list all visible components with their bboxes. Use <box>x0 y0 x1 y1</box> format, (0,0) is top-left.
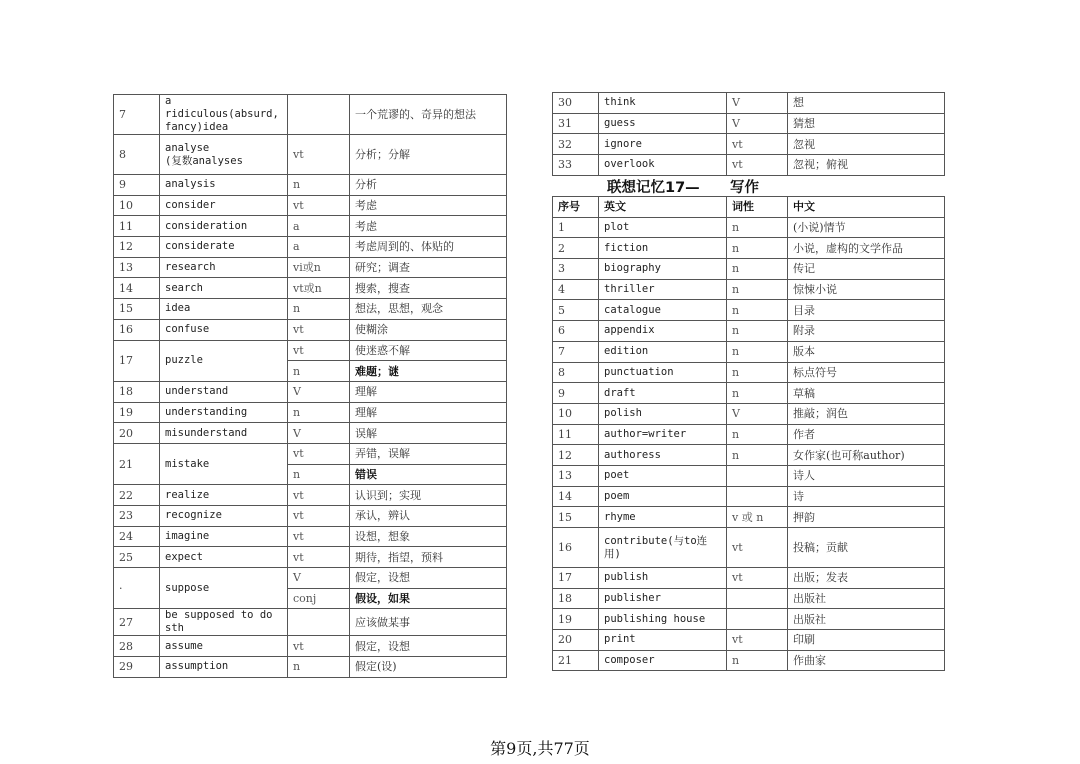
table-row <box>114 547 507 568</box>
table-row <box>553 465 945 486</box>
chinese-meaning: 草稿 <box>788 383 945 404</box>
row-number: 25 <box>114 547 160 568</box>
part-of-speech: V <box>727 113 788 134</box>
chinese-meaning: (小说)情节 <box>788 217 945 238</box>
english-word: author=writer <box>599 424 727 445</box>
chinese-meaning: 假定，设想 <box>350 636 507 657</box>
row-number: 12 <box>553 445 599 466</box>
chinese-meaning: 认识到；实现 <box>350 485 507 506</box>
table-row <box>553 217 945 238</box>
english-word: idea <box>160 299 288 320</box>
row-number: 3 <box>553 259 599 280</box>
table-row <box>553 568 945 589</box>
row-number: 9 <box>114 175 160 196</box>
table-row <box>114 299 507 320</box>
table-row <box>114 340 507 361</box>
header-zh: 中文 <box>788 197 945 218</box>
row-number: 22 <box>114 485 160 506</box>
chinese-meaning: 印刷 <box>788 630 945 651</box>
section-title: 联想记忆17— 写作 <box>607 180 759 196</box>
part-of-speech <box>727 588 788 609</box>
english-word: publishing house <box>599 609 727 630</box>
table-row <box>114 95 507 135</box>
row-number: 16 <box>114 319 160 340</box>
part-of-speech: vt <box>288 319 350 340</box>
english-word: imagine <box>160 526 288 547</box>
table-row <box>553 445 945 466</box>
chinese-meaning: 出版社 <box>788 609 945 630</box>
part-of-speech: vt或n <box>288 278 350 299</box>
chinese-meaning: 考虑 <box>350 195 507 216</box>
part-of-speech: n <box>288 361 350 382</box>
part-of-speech: n <box>727 341 788 362</box>
english-word: misunderstand <box>160 423 288 444</box>
english-word: polish <box>599 403 727 424</box>
row-number: 2 <box>553 238 599 259</box>
row-number: 27 <box>114 609 160 636</box>
table-row <box>553 588 945 609</box>
english-word: edition <box>599 341 727 362</box>
table-row <box>114 657 507 678</box>
english-word: publisher <box>599 588 727 609</box>
english-word: punctuation <box>599 362 727 383</box>
chinese-meaning: 误解 <box>350 423 507 444</box>
english-word: search <box>160 278 288 299</box>
part-of-speech: vi或n <box>288 257 350 278</box>
chinese-meaning: 目录 <box>788 300 945 321</box>
row-number: 7 <box>553 341 599 362</box>
table-row <box>114 195 507 216</box>
chinese-meaning: 作曲家 <box>788 650 945 671</box>
table-row <box>553 609 945 630</box>
english-word: mistake <box>160 443 288 484</box>
right-top-vocab-table <box>552 92 945 176</box>
chinese-meaning: 忽视 <box>788 134 945 155</box>
english-word: catalogue <box>599 300 727 321</box>
row-number: 12 <box>114 237 160 258</box>
row-number: 15 <box>114 299 160 320</box>
part-of-speech: vt <box>288 443 350 464</box>
row-number: 10 <box>114 195 160 216</box>
row-number: 14 <box>114 278 160 299</box>
part-of-speech: n <box>727 321 788 342</box>
chinese-meaning: 诗人 <box>788 465 945 486</box>
chinese-meaning: 诗 <box>788 486 945 507</box>
table-row <box>553 259 945 280</box>
row-number: 18 <box>114 381 160 402</box>
part-of-speech: a <box>288 216 350 237</box>
row-number: · <box>114 568 160 609</box>
table-row <box>553 321 945 342</box>
part-of-speech: n <box>288 657 350 678</box>
part-of-speech: n <box>727 279 788 300</box>
chinese-meaning: 作者 <box>788 424 945 445</box>
table-row <box>553 362 945 383</box>
table-row <box>553 238 945 259</box>
chinese-meaning: 小说，虚构的文学作品 <box>788 238 945 259</box>
row-number: 31 <box>553 113 599 134</box>
english-word: draft <box>599 383 727 404</box>
part-of-speech: V <box>727 93 788 114</box>
chinese-meaning: 研究；调查 <box>350 257 507 278</box>
chinese-meaning: 理解 <box>350 381 507 402</box>
row-number: 6 <box>553 321 599 342</box>
english-word: puzzle <box>160 340 288 381</box>
part-of-speech: vt <box>727 630 788 651</box>
row-number: 18 <box>553 588 599 609</box>
row-number: 10 <box>553 403 599 424</box>
chinese-meaning: 分析；分解 <box>350 135 507 175</box>
part-of-speech: v 或 n <box>727 507 788 528</box>
chinese-meaning: 使迷惑不解 <box>350 340 507 361</box>
row-number: 8 <box>114 135 160 175</box>
header-pos: 词性 <box>727 197 788 218</box>
chinese-meaning: 假设，如果 <box>350 588 507 609</box>
part-of-speech: n <box>288 402 350 423</box>
english-word: suppose <box>160 568 288 609</box>
chinese-meaning: 推敲；润色 <box>788 403 945 424</box>
english-word: research <box>160 257 288 278</box>
row-number: 9 <box>553 383 599 404</box>
chinese-meaning: 女作家(也可称author) <box>788 445 945 466</box>
chinese-meaning: 期待，指望，预料 <box>350 547 507 568</box>
part-of-speech: vt <box>288 636 350 657</box>
english-word: rhyme <box>599 507 727 528</box>
table-row <box>114 485 507 506</box>
row-number: 28 <box>114 636 160 657</box>
table-row <box>114 237 507 258</box>
table-row <box>553 630 945 651</box>
chinese-meaning: 一个荒谬的、奇异的想法 <box>350 95 507 135</box>
row-number: 16 <box>553 528 599 568</box>
english-word: composer <box>599 650 727 671</box>
english-word: be supposed to do sth <box>160 609 288 636</box>
english-word: understand <box>160 381 288 402</box>
table-row <box>553 486 945 507</box>
part-of-speech: V <box>288 381 350 402</box>
writing-vocab-table <box>552 196 945 671</box>
english-word: assumption <box>160 657 288 678</box>
english-word: recognize <box>160 506 288 527</box>
table-row <box>114 402 507 423</box>
part-of-speech: n <box>288 299 350 320</box>
english-word: realize <box>160 485 288 506</box>
part-of-speech: vt <box>727 568 788 589</box>
table-row <box>114 609 507 636</box>
part-of-speech: n <box>288 464 350 485</box>
english-word: understanding <box>160 402 288 423</box>
table-row <box>114 506 507 527</box>
english-word: poem <box>599 486 727 507</box>
table-row <box>553 650 945 671</box>
part-of-speech: vt <box>727 528 788 568</box>
chinese-meaning: 猜想 <box>788 113 945 134</box>
part-of-speech: n <box>727 238 788 259</box>
table-row <box>114 216 507 237</box>
table-row <box>553 300 945 321</box>
row-number: 13 <box>553 465 599 486</box>
chinese-meaning: 错误 <box>350 464 507 485</box>
part-of-speech: n <box>727 383 788 404</box>
part-of-speech: n <box>727 362 788 383</box>
english-word: analyse (复数analyses <box>160 135 288 175</box>
row-number: 33 <box>553 155 599 176</box>
table-row <box>553 528 945 568</box>
english-word: publish <box>599 568 727 589</box>
table-row <box>114 135 507 175</box>
english-word: poet <box>599 465 727 486</box>
table-row <box>114 381 507 402</box>
header-en: 英文 <box>599 197 727 218</box>
row-number: 17 <box>114 340 160 381</box>
part-of-speech: n <box>727 445 788 466</box>
table-row <box>114 257 507 278</box>
table-row <box>114 319 507 340</box>
row-number: 21 <box>553 650 599 671</box>
part-of-speech: n <box>727 650 788 671</box>
chinese-meaning: 考虑 <box>350 216 507 237</box>
english-word: think <box>599 93 727 114</box>
part-of-speech <box>288 609 350 636</box>
english-word: fiction <box>599 238 727 259</box>
table-row <box>553 424 945 445</box>
part-of-speech: vt <box>288 195 350 216</box>
row-number: 7 <box>114 95 160 135</box>
part-of-speech <box>288 95 350 135</box>
english-word: plot <box>599 217 727 238</box>
part-of-speech: vt <box>288 340 350 361</box>
english-word: guess <box>599 113 727 134</box>
english-word: consider <box>160 195 288 216</box>
table-row <box>553 93 945 114</box>
part-of-speech: vt <box>288 485 350 506</box>
chinese-meaning: 惊悚小说 <box>788 279 945 300</box>
part-of-speech <box>727 609 788 630</box>
part-of-speech <box>727 486 788 507</box>
chinese-meaning: 版本 <box>788 341 945 362</box>
table-row <box>553 383 945 404</box>
english-word: considerate <box>160 237 288 258</box>
english-word: analysis <box>160 175 288 196</box>
row-number: 20 <box>114 423 160 444</box>
row-number: 29 <box>114 657 160 678</box>
chinese-meaning: 难题；谜 <box>350 361 507 382</box>
english-word: contribute(与to连用) <box>599 528 727 568</box>
chinese-meaning: 应该做某事 <box>350 609 507 636</box>
row-number: 20 <box>553 630 599 651</box>
row-number: 14 <box>553 486 599 507</box>
table-row <box>553 155 945 176</box>
english-word: appendix <box>599 321 727 342</box>
part-of-speech: vt <box>288 135 350 175</box>
row-number: 4 <box>553 279 599 300</box>
chinese-meaning: 出版社 <box>788 588 945 609</box>
english-word: ignore <box>599 134 727 155</box>
part-of-speech: V <box>288 423 350 444</box>
chinese-meaning: 搜索，搜查 <box>350 278 507 299</box>
table-row <box>553 403 945 424</box>
table-row <box>114 526 507 547</box>
part-of-speech: n <box>288 175 350 196</box>
chinese-meaning: 理解 <box>350 402 507 423</box>
english-word: consideration <box>160 216 288 237</box>
part-of-speech: vt <box>727 155 788 176</box>
part-of-speech <box>727 465 788 486</box>
part-of-speech: vt <box>727 134 788 155</box>
table-row <box>553 134 945 155</box>
page-footer: 第9页,共77页 <box>490 739 590 758</box>
row-number: 32 <box>553 134 599 155</box>
chinese-meaning: 附录 <box>788 321 945 342</box>
english-word: biography <box>599 259 727 280</box>
table-row <box>114 443 507 464</box>
part-of-speech: vt <box>288 506 350 527</box>
part-of-speech: n <box>727 259 788 280</box>
table-row <box>553 341 945 362</box>
english-word: a ridiculous(absurd, fancy)idea <box>160 95 288 135</box>
chinese-meaning: 弄错，误解 <box>350 443 507 464</box>
row-number: 30 <box>553 93 599 114</box>
chinese-meaning: 忽视；俯视 <box>788 155 945 176</box>
chinese-meaning: 出版；发表 <box>788 568 945 589</box>
part-of-speech: vt <box>288 547 350 568</box>
part-of-speech: n <box>727 424 788 445</box>
english-word: confuse <box>160 319 288 340</box>
table-row <box>114 423 507 444</box>
row-number: 8 <box>553 362 599 383</box>
part-of-speech: n <box>727 300 788 321</box>
row-number: 15 <box>553 507 599 528</box>
table-row <box>114 568 507 589</box>
chinese-meaning: 考虑周到的、体贴的 <box>350 237 507 258</box>
row-number: 1 <box>553 217 599 238</box>
chinese-meaning: 想法，思想，观念 <box>350 299 507 320</box>
chinese-meaning: 承认，辨认 <box>350 506 507 527</box>
table-row <box>114 636 507 657</box>
row-number: 11 <box>553 424 599 445</box>
chinese-meaning: 标点符号 <box>788 362 945 383</box>
chinese-meaning: 想 <box>788 93 945 114</box>
chinese-meaning: 假定，设想 <box>350 568 507 589</box>
chinese-meaning: 分析 <box>350 175 507 196</box>
part-of-speech: a <box>288 237 350 258</box>
english-word: thriller <box>599 279 727 300</box>
chinese-meaning: 假定(设) <box>350 657 507 678</box>
table-row <box>553 279 945 300</box>
row-number: 21 <box>114 443 160 484</box>
english-word: authoress <box>599 445 727 466</box>
part-of-speech: conj <box>288 588 350 609</box>
table-row <box>114 175 507 196</box>
english-word: overlook <box>599 155 727 176</box>
part-of-speech: V <box>727 403 788 424</box>
part-of-speech: vt <box>288 526 350 547</box>
header-num: 序号 <box>553 197 599 218</box>
row-number: 24 <box>114 526 160 547</box>
english-word: assume <box>160 636 288 657</box>
english-word: expect <box>160 547 288 568</box>
table-row <box>553 113 945 134</box>
chinese-meaning: 使糊涂 <box>350 319 507 340</box>
part-of-speech: V <box>288 568 350 589</box>
row-number: 5 <box>553 300 599 321</box>
row-number: 17 <box>553 568 599 589</box>
row-number: 23 <box>114 506 160 527</box>
row-number: 11 <box>114 216 160 237</box>
row-number: 19 <box>553 609 599 630</box>
row-number: 13 <box>114 257 160 278</box>
table-row <box>553 507 945 528</box>
part-of-speech: n <box>727 217 788 238</box>
chinese-meaning: 设想，想象 <box>350 526 507 547</box>
left-vocab-table <box>113 94 507 678</box>
row-number: 19 <box>114 402 160 423</box>
table-header-row <box>553 197 945 218</box>
table-row <box>114 278 507 299</box>
chinese-meaning: 传记 <box>788 259 945 280</box>
chinese-meaning: 押韵 <box>788 507 945 528</box>
chinese-meaning: 投稿；贡献 <box>788 528 945 568</box>
english-word: print <box>599 630 727 651</box>
